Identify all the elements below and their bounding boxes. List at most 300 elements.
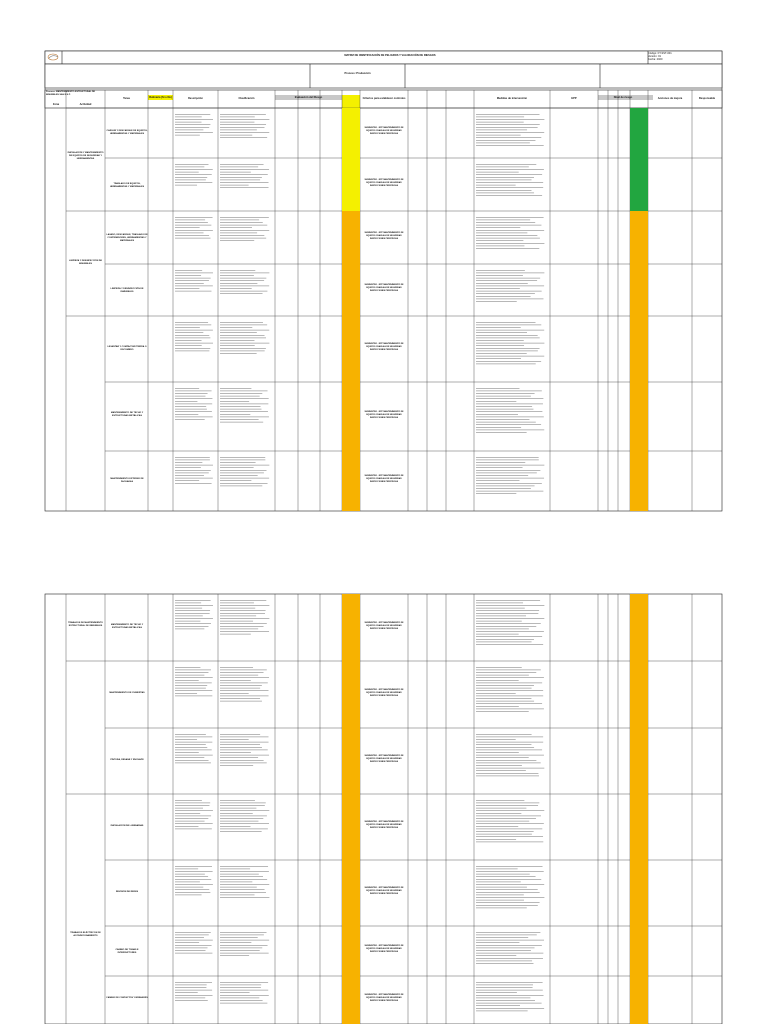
text-line bbox=[476, 124, 540, 125]
text-line bbox=[220, 122, 254, 123]
text-line bbox=[476, 424, 541, 425]
criterios-block: SUMINISTRO - EPP MANTENIMIENTO DE EQUIPOS CHARLAS DE SEGURIDAD INSPECCIONES PERIÓDICAS bbox=[364, 887, 404, 895]
text-line bbox=[220, 322, 263, 323]
text-line bbox=[175, 935, 209, 936]
text-line bbox=[220, 132, 269, 133]
text-line bbox=[476, 757, 529, 758]
text-line bbox=[476, 616, 526, 617]
text-line bbox=[220, 409, 261, 410]
text-line bbox=[220, 818, 263, 819]
text-line bbox=[476, 623, 541, 624]
text-line bbox=[220, 351, 265, 352]
text-line bbox=[476, 982, 543, 983]
text-line bbox=[476, 164, 536, 165]
text-line bbox=[476, 361, 541, 362]
text-line bbox=[220, 685, 262, 686]
text-line bbox=[476, 953, 543, 954]
text-line bbox=[220, 338, 266, 339]
text-line bbox=[220, 473, 264, 474]
text-line bbox=[220, 680, 251, 681]
text-line bbox=[476, 243, 544, 244]
text-line bbox=[476, 411, 542, 412]
text-line bbox=[220, 831, 262, 832]
text-line bbox=[476, 430, 544, 431]
text-line bbox=[220, 404, 268, 405]
text-line bbox=[175, 291, 211, 292]
text-line bbox=[220, 942, 251, 943]
text-line bbox=[476, 703, 542, 704]
text-line bbox=[476, 773, 538, 774]
text-line bbox=[220, 283, 257, 284]
text-line bbox=[175, 995, 213, 996]
text-line bbox=[476, 998, 530, 999]
text-line bbox=[220, 475, 258, 476]
text-line bbox=[175, 613, 210, 614]
text-line bbox=[175, 829, 212, 830]
text-line bbox=[220, 621, 253, 622]
text-line bbox=[175, 688, 206, 689]
text-line bbox=[476, 483, 542, 484]
text-line bbox=[175, 608, 202, 609]
text-line bbox=[476, 603, 523, 604]
col-responsable: Responsable bbox=[698, 97, 716, 100]
text-line bbox=[220, 808, 256, 809]
task-p2-5: REVISIÓN DE REDES bbox=[115, 891, 139, 893]
text-line bbox=[175, 800, 202, 801]
text-line bbox=[220, 940, 269, 941]
col-acciones: Acciones de mejora bbox=[657, 97, 683, 100]
text-line bbox=[220, 457, 265, 458]
text-line bbox=[476, 172, 519, 173]
text-line bbox=[476, 130, 527, 131]
text-line bbox=[476, 750, 542, 751]
text-line bbox=[220, 119, 269, 120]
text-line bbox=[175, 235, 209, 236]
text-line bbox=[476, 182, 543, 183]
text-line bbox=[175, 744, 206, 745]
text-line bbox=[476, 220, 530, 221]
task-p1-6: MANTENIMIENTO DE TECHO Y ESTRUCTURAS METÁLICAS bbox=[110, 412, 144, 417]
text-line bbox=[175, 180, 206, 181]
text-line bbox=[175, 286, 213, 287]
text-line bbox=[476, 114, 539, 115]
text-line bbox=[220, 343, 269, 344]
text-line bbox=[476, 610, 539, 611]
text-line bbox=[175, 406, 206, 407]
page-2-nivel-cells bbox=[630, 594, 648, 1024]
text-line bbox=[476, 621, 522, 622]
text-line bbox=[175, 998, 205, 999]
text-line bbox=[175, 750, 212, 751]
task-p2-7: CAMBIO DE CONTACTOS Y BREAKERS bbox=[106, 997, 148, 999]
text-line bbox=[476, 950, 531, 951]
text-line bbox=[175, 690, 212, 691]
text-line bbox=[476, 816, 541, 817]
text-line bbox=[175, 605, 213, 606]
text-line bbox=[476, 963, 533, 964]
text-line bbox=[175, 950, 206, 951]
text-line bbox=[175, 114, 210, 115]
text-line bbox=[220, 813, 253, 814]
text-line bbox=[175, 818, 208, 819]
text-line bbox=[476, 879, 541, 880]
text-line bbox=[476, 1000, 535, 1001]
text-line bbox=[476, 465, 544, 466]
text-line bbox=[220, 332, 257, 333]
task-p1-7: MANTENIMIENTO EXTERNO DE FACHADAS bbox=[110, 478, 144, 483]
task-p1-4: LIMPIEZA Y DESINFECCIÓN DE INMUEBLES bbox=[110, 288, 144, 293]
text-line bbox=[476, 343, 544, 344]
text-line bbox=[476, 629, 529, 630]
text-line bbox=[476, 942, 519, 943]
text-line bbox=[175, 351, 209, 352]
text-line bbox=[175, 411, 212, 412]
text-line bbox=[476, 225, 541, 226]
page-1-grid bbox=[66, 90, 722, 511]
text-line bbox=[220, 816, 267, 817]
text-line bbox=[220, 823, 269, 824]
text-line bbox=[175, 680, 199, 681]
text-line bbox=[476, 905, 538, 906]
criterios-block: SUMINISTRO - EPP MANTENIMIENTO DE EQUIPOS CHARLAS DE SEGURIDAD INSPECCIONES PERIÓDICAS bbox=[364, 231, 404, 240]
text-line bbox=[220, 750, 268, 751]
col-evaluacion: Evaluación del Riesgo bbox=[294, 96, 323, 99]
text-line bbox=[220, 677, 269, 678]
text-line bbox=[175, 693, 197, 694]
text-line bbox=[220, 353, 257, 354]
text-line bbox=[476, 693, 516, 694]
text-line bbox=[220, 280, 264, 281]
text-line bbox=[476, 283, 528, 284]
col-peligro-clas: Clasificación bbox=[238, 97, 255, 100]
text-line bbox=[175, 127, 209, 128]
text-line bbox=[175, 866, 212, 867]
text-line bbox=[220, 610, 266, 611]
text-line bbox=[476, 884, 544, 885]
text-line bbox=[476, 605, 544, 606]
text-line bbox=[220, 1000, 263, 1001]
text-line bbox=[476, 639, 534, 640]
text-line bbox=[175, 879, 211, 880]
text-line bbox=[220, 760, 264, 761]
text-line bbox=[175, 396, 205, 397]
text-line bbox=[476, 813, 521, 814]
text-line bbox=[476, 737, 543, 738]
text-line bbox=[476, 876, 536, 877]
text-line bbox=[220, 744, 260, 745]
text-line bbox=[476, 895, 524, 896]
process-title: Proceso: Producción bbox=[344, 72, 371, 75]
text-line bbox=[476, 419, 529, 420]
text-line bbox=[220, 688, 260, 689]
text-line bbox=[476, 291, 542, 292]
text-line bbox=[476, 763, 541, 764]
text-line bbox=[476, 836, 543, 837]
text-line bbox=[220, 419, 259, 420]
col-peligro-desc: Descripción bbox=[188, 97, 203, 100]
text-line bbox=[220, 478, 269, 479]
text-line bbox=[220, 693, 249, 694]
text-line bbox=[220, 701, 262, 702]
text-line bbox=[220, 739, 249, 740]
text-line bbox=[220, 618, 269, 619]
text-line bbox=[220, 600, 266, 601]
text-line bbox=[476, 278, 540, 279]
text-line bbox=[476, 270, 525, 271]
text-line bbox=[220, 225, 267, 226]
text-line bbox=[220, 288, 252, 289]
text-line bbox=[476, 636, 542, 637]
text-line bbox=[476, 1003, 542, 1004]
process-block: Proceso: MANTENIMIENTO ESTRUCTURAL DE INMUEBLES SAS E.S.P. bbox=[46, 91, 96, 96]
text-line bbox=[220, 325, 267, 326]
text-line bbox=[220, 348, 266, 349]
task-p2-2: MANTENIMIENTO DE CUBIERTAS bbox=[109, 692, 145, 694]
criterios-block: SUMINISTRO - EPP MANTENIMIENTO DE EQUIPOS CHARLAS DE SEGURIDAD INSPECCIONES PERIÓDICAS bbox=[364, 688, 404, 697]
text-line bbox=[175, 338, 210, 339]
text-line bbox=[476, 874, 530, 875]
text-line bbox=[220, 174, 268, 175]
text-line bbox=[220, 467, 254, 468]
text-line bbox=[175, 874, 205, 875]
text-line bbox=[175, 480, 199, 481]
text-line bbox=[175, 760, 209, 761]
col-criterios: Criterios para establecer controles bbox=[362, 97, 406, 100]
text-line bbox=[476, 734, 532, 735]
text-line bbox=[476, 685, 534, 686]
text-line bbox=[175, 626, 208, 627]
text-line bbox=[220, 953, 269, 954]
text-line bbox=[476, 677, 544, 678]
text-line bbox=[175, 990, 212, 991]
text-line bbox=[476, 900, 524, 901]
text-line bbox=[476, 288, 520, 289]
text-line bbox=[476, 667, 522, 668]
col-rutinaria: Rutinaria (Si o No) bbox=[149, 96, 172, 99]
page-1-valoracion-cells bbox=[342, 108, 360, 511]
page-2-valoracion-cells bbox=[342, 594, 360, 1024]
text-line bbox=[220, 629, 258, 630]
text-line bbox=[220, 696, 269, 697]
text-line bbox=[220, 698, 260, 699]
text-line bbox=[476, 401, 516, 402]
text-line bbox=[175, 945, 212, 946]
text-line bbox=[476, 488, 531, 489]
text-line bbox=[220, 460, 265, 461]
text-line bbox=[175, 409, 207, 410]
text-line bbox=[175, 122, 202, 123]
valoracion-header-yellow bbox=[342, 95, 360, 108]
text-line bbox=[220, 990, 268, 991]
text-line bbox=[220, 932, 267, 933]
text-line bbox=[476, 902, 540, 903]
text-line bbox=[476, 143, 530, 144]
task-p1-5: LEVANTAR Y COMPACTAR TIERRA O ESCOMBRO bbox=[107, 346, 147, 351]
text-line bbox=[220, 623, 267, 624]
col-zona: Zona bbox=[52, 103, 60, 106]
text-line bbox=[220, 765, 253, 766]
text-line bbox=[175, 177, 207, 178]
text-line bbox=[220, 180, 260, 181]
text-line bbox=[476, 803, 539, 804]
text-line bbox=[476, 480, 519, 481]
text-line bbox=[476, 866, 543, 867]
text-line bbox=[175, 667, 200, 668]
text-line bbox=[220, 757, 258, 758]
text-line bbox=[476, 187, 543, 188]
text-line bbox=[175, 225, 211, 226]
text-line bbox=[476, 169, 544, 170]
text-line bbox=[175, 816, 211, 817]
text-line bbox=[220, 987, 261, 988]
text-line bbox=[476, 690, 543, 691]
text-line bbox=[476, 398, 543, 399]
text-line bbox=[476, 752, 519, 753]
text-line bbox=[220, 406, 261, 407]
text-line bbox=[476, 335, 538, 336]
text-line bbox=[476, 818, 536, 819]
text-line bbox=[175, 752, 199, 753]
text-line bbox=[476, 760, 536, 761]
text-line bbox=[476, 626, 536, 627]
text-line bbox=[175, 618, 213, 619]
text-line bbox=[476, 351, 538, 352]
text-line bbox=[476, 491, 543, 492]
text-line bbox=[175, 685, 207, 686]
text-line bbox=[476, 1005, 520, 1006]
text-line bbox=[220, 417, 269, 418]
criterios-block: SUMINISTRO - EPP MANTENIMIENTO DE EQUIPOS CHARLAS DE SEGURIDAD INSPECCIONES PERIÓDICAS bbox=[364, 343, 404, 351]
text-line bbox=[220, 391, 268, 392]
text-line bbox=[476, 644, 543, 645]
text-line bbox=[476, 417, 544, 418]
text-line bbox=[175, 742, 212, 743]
text-line bbox=[175, 478, 213, 479]
text-line bbox=[476, 958, 543, 959]
text-line bbox=[220, 737, 268, 738]
text-line bbox=[175, 233, 204, 234]
text-line bbox=[175, 948, 208, 949]
text-line bbox=[175, 457, 210, 458]
text-line bbox=[220, 690, 269, 691]
text-line bbox=[175, 826, 198, 827]
page-2 bbox=[45, 594, 722, 1024]
text-line bbox=[175, 393, 208, 394]
text-line bbox=[175, 889, 209, 890]
text-line bbox=[476, 122, 524, 123]
text-line bbox=[220, 335, 265, 336]
text-line bbox=[220, 667, 253, 668]
page-2-grid bbox=[66, 594, 722, 1024]
text-line bbox=[220, 238, 266, 239]
text-line bbox=[220, 330, 269, 331]
text-line bbox=[220, 752, 251, 753]
text-line bbox=[476, 995, 544, 996]
text-line bbox=[476, 826, 518, 827]
text-line bbox=[175, 322, 208, 323]
text-line bbox=[175, 467, 201, 468]
text-line bbox=[476, 322, 536, 323]
text-line bbox=[175, 887, 203, 888]
text-line bbox=[476, 414, 518, 415]
text-line bbox=[175, 616, 203, 617]
text-line bbox=[476, 889, 538, 890]
text-line bbox=[175, 876, 208, 877]
col-epp: EPP bbox=[571, 97, 577, 100]
doc-code: Código: FT-SST-001 bbox=[648, 52, 672, 55]
text-line bbox=[175, 340, 202, 341]
text-line bbox=[175, 747, 207, 748]
text-line bbox=[175, 117, 202, 118]
text-line bbox=[175, 953, 212, 954]
criterios-block: SUMINISTRO - EPP MANTENIMIENTO DE EQUIPOS CHARLAS DE SEGURIDAD INSPECCIONES PERIÓDICAS bbox=[364, 821, 404, 829]
text-line bbox=[220, 388, 251, 389]
text-line bbox=[220, 137, 267, 138]
text-line bbox=[220, 955, 249, 956]
text-line bbox=[476, 932, 540, 933]
text-line bbox=[220, 291, 267, 292]
text-line bbox=[220, 826, 251, 827]
text-line bbox=[175, 288, 199, 289]
text-line bbox=[476, 608, 525, 609]
text-line bbox=[175, 348, 210, 349]
text-line bbox=[476, 422, 536, 423]
text-line bbox=[175, 273, 213, 274]
criterios-block: SUMINISTRO - EPP MANTENIMIENTO DE EQUIPOS CHARLAS DE SEGURIDAD INSPECCIONES PERIÓDICAS bbox=[364, 945, 404, 953]
text-line bbox=[220, 483, 268, 484]
text-line bbox=[175, 629, 204, 630]
text-line bbox=[175, 462, 202, 463]
text-line bbox=[175, 343, 213, 344]
text-line bbox=[220, 805, 265, 806]
criterios-block: SUMINISTRO - EPP MANTENIMIENTO DE EQUIPOS CHARLAS DE SEGURIDAD INSPECCIONES PERIÓDICAS bbox=[364, 621, 404, 630]
text-line bbox=[476, 683, 542, 684]
text-line bbox=[476, 955, 516, 956]
text-line bbox=[476, 332, 527, 333]
text-line bbox=[175, 167, 204, 168]
text-line bbox=[175, 465, 213, 466]
page-1-nivel-cells bbox=[630, 108, 648, 511]
text-line bbox=[476, 834, 532, 835]
text-line bbox=[476, 631, 544, 632]
text-line bbox=[175, 220, 205, 221]
text-line bbox=[175, 805, 209, 806]
text-line bbox=[175, 672, 208, 673]
task-p2-6: CAMBIO DE TOMAS E INTERRUPTORES bbox=[115, 949, 139, 954]
text-line bbox=[220, 230, 269, 231]
text-line bbox=[476, 293, 535, 294]
text-line bbox=[476, 174, 542, 175]
text-line bbox=[476, 839, 516, 840]
text-line bbox=[476, 739, 516, 740]
text-line bbox=[220, 217, 269, 218]
text-line bbox=[476, 409, 533, 410]
text-line bbox=[175, 222, 208, 223]
criterios-block: SUMINISTRO - EPP MANTENIMIENTO DE EQUIPOS CHARLAS DE SEGURIDAD INSPECCIONES PERIÓDICAS bbox=[364, 410, 404, 419]
text-line bbox=[476, 698, 531, 699]
text-line bbox=[220, 340, 254, 341]
text-line bbox=[220, 871, 269, 872]
text-line bbox=[220, 470, 266, 471]
text-line bbox=[220, 603, 254, 604]
text-line bbox=[220, 675, 258, 676]
text-line bbox=[476, 701, 534, 702]
text-line bbox=[220, 803, 266, 804]
text-line bbox=[476, 227, 520, 228]
text-line bbox=[476, 842, 543, 843]
text-line bbox=[220, 763, 267, 764]
text-line bbox=[476, 869, 518, 870]
